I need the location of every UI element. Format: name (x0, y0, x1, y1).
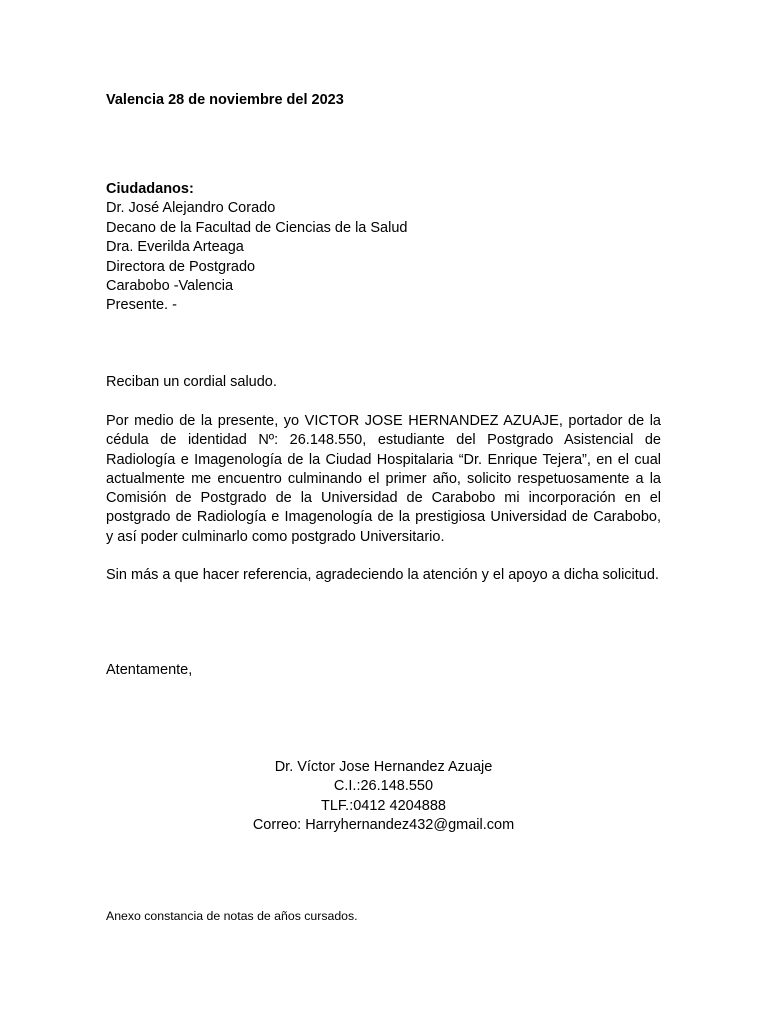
closing-paragraph: Sin más a que hacer referencia, agradeciendo la atención y el apoyo a dicha solicitud. (106, 567, 659, 583)
recipient-line: Directora de Postgrado (106, 258, 256, 275)
recipient-line: Presente. - (106, 297, 177, 314)
recipient-line: Carabobo -Valencia (106, 278, 234, 295)
recipient-line: Dr. José Alejandro Corado (106, 200, 276, 217)
signature-block (106, 758, 661, 836)
letter-date: Valencia 28 de noviembre del 2023 (106, 92, 344, 108)
greeting: Reciban un cordial saludo. (106, 374, 277, 390)
signature-id: C.I.:26.148.550 (333, 778, 434, 795)
recipients-block (106, 180, 407, 316)
annex-note: Anexo constancia de notas de años cursados. (106, 909, 358, 923)
recipient-line: Decano de la Facultad de Ciencias de la Salud (106, 219, 408, 236)
farewell: Atentamente, (106, 662, 193, 678)
recipient-line: Dra. Everilda Arteaga (106, 239, 244, 256)
signature-name: Dr. Víctor Jose Hernandez Azuaje (274, 759, 493, 775)
signature-phone: TLF.:0412 4204888 (321, 797, 446, 814)
body-paragraph: Por medio de la presente, yo VICTOR JOSE HERNANDEZ AZUAJE, portador de la cédula de identidad Nº: 26.148.550, estudiante del Postgrado Asistencial de Radiología e Imagenología de la Ciudad Hospitalaria “Dr. Enrique Tejera”, en el cual actualmente me encuentro culminando el primer año, solicito respetuosamente a la Comisión de Postgrado de la Universidad de Carabobo mi incorporación en el postgrado de Radiología e Imagenología de la prestigiosa Universidad de Carabobo, y así poder culminarlo como postgrado Universitario. (106, 413, 661, 545)
signature-email: Correo: Harryhernandez432@gmail.com (252, 817, 515, 834)
recipients-heading: Ciudadanos: (106, 181, 194, 197)
